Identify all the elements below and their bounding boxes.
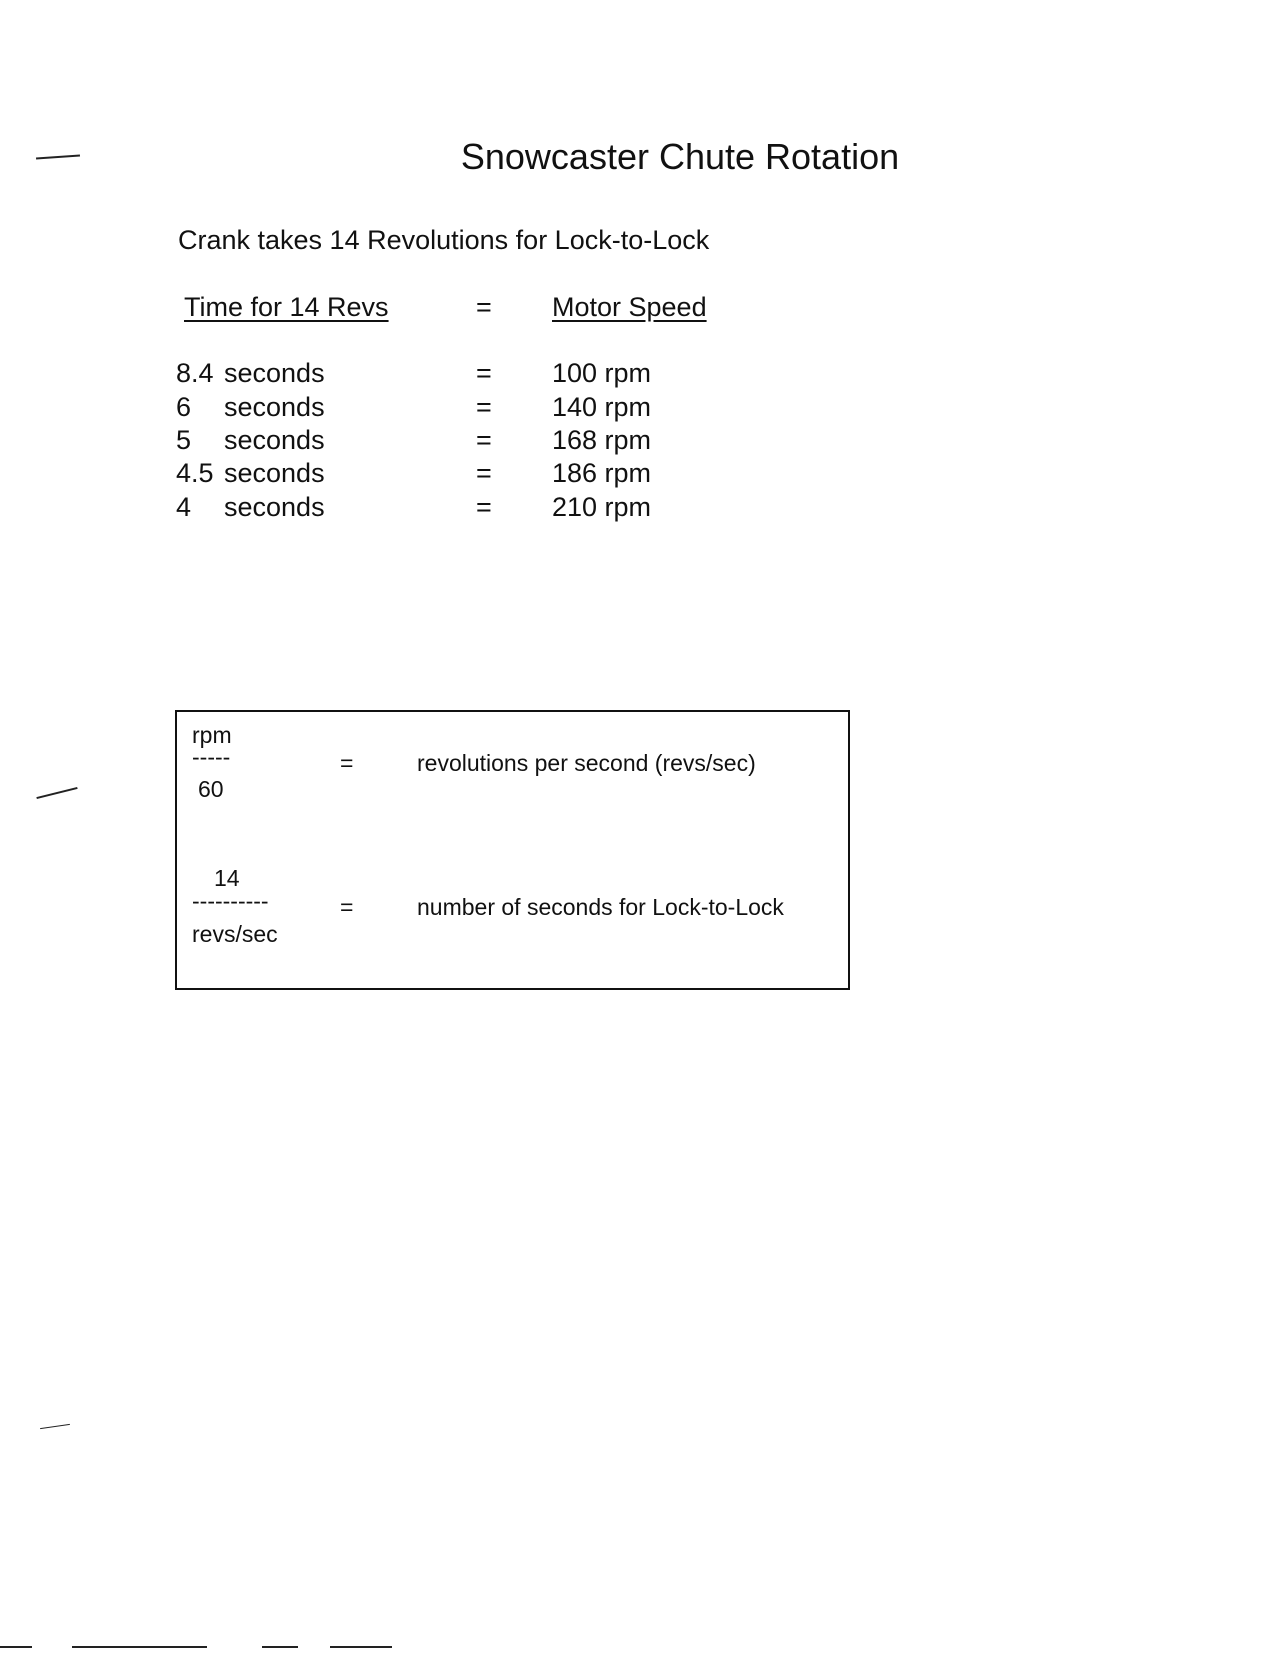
row-motor-speed: 140 rpm — [552, 392, 652, 422]
formula1-denominator: 60 — [198, 776, 224, 802]
table-row — [0, 492, 1280, 526]
scan-edge-mark — [72, 1646, 207, 1648]
row-time-value: 8.4 — [176, 358, 214, 388]
row-time-value: 5 — [176, 425, 192, 455]
formula1-numerator: rpm — [192, 722, 232, 748]
row-equals: = — [476, 392, 492, 422]
table-row — [0, 358, 1280, 392]
row-motor-speed: 168 rpm — [552, 425, 652, 455]
row-time-unit: seconds — [224, 392, 325, 422]
row-motor-speed: 186 rpm — [552, 458, 652, 488]
row-time-value: 4.5 — [176, 458, 214, 488]
scan-edge-mark — [0, 1646, 32, 1648]
formula1-description: revolutions per second (revs/sec) — [417, 750, 756, 776]
row-time-unit: seconds — [224, 458, 325, 488]
header-equals: = — [476, 292, 492, 322]
row-time-unit: seconds — [224, 492, 325, 522]
row-time-value: 6 — [176, 392, 192, 422]
formula1-equals: = — [340, 750, 354, 776]
table-row — [0, 458, 1280, 492]
row-equals: = — [476, 425, 492, 455]
formula-box — [175, 710, 850, 990]
table-row — [0, 425, 1280, 459]
formula2-denominator: revs/sec — [192, 921, 278, 947]
formula2-description: number of seconds for Lock-to-Lock — [417, 894, 784, 920]
row-motor-speed: 210 rpm — [552, 492, 652, 522]
subtitle: Crank takes 14 Revolutions for Lock-to-Lock — [178, 225, 710, 255]
scan-edge-mark — [262, 1646, 298, 1648]
row-motor-speed: 100 rpm — [552, 358, 652, 388]
formula2-equals: = — [340, 894, 354, 920]
scan-hole-mark — [40, 1424, 70, 1429]
header-motor-speed: Motor Speed — [552, 292, 707, 322]
row-equals: = — [476, 458, 492, 488]
page-title: Snowcaster Chute Rotation — [460, 136, 900, 177]
formula2-numerator: 14 — [214, 865, 240, 891]
scan-hole-mark — [36, 787, 77, 799]
scan-edge-mark — [330, 1646, 392, 1648]
table-row — [0, 392, 1280, 426]
row-time-value: 4 — [176, 492, 192, 522]
row-time-unit: seconds — [224, 425, 325, 455]
formula1-fraction-bar: ----- — [192, 744, 231, 770]
header-time: Time for 14 Revs — [184, 292, 389, 322]
row-time-unit: seconds — [224, 358, 325, 388]
row-equals: = — [476, 492, 492, 522]
row-equals: = — [476, 358, 492, 388]
formula2-fraction-bar: ---------- — [192, 888, 269, 914]
